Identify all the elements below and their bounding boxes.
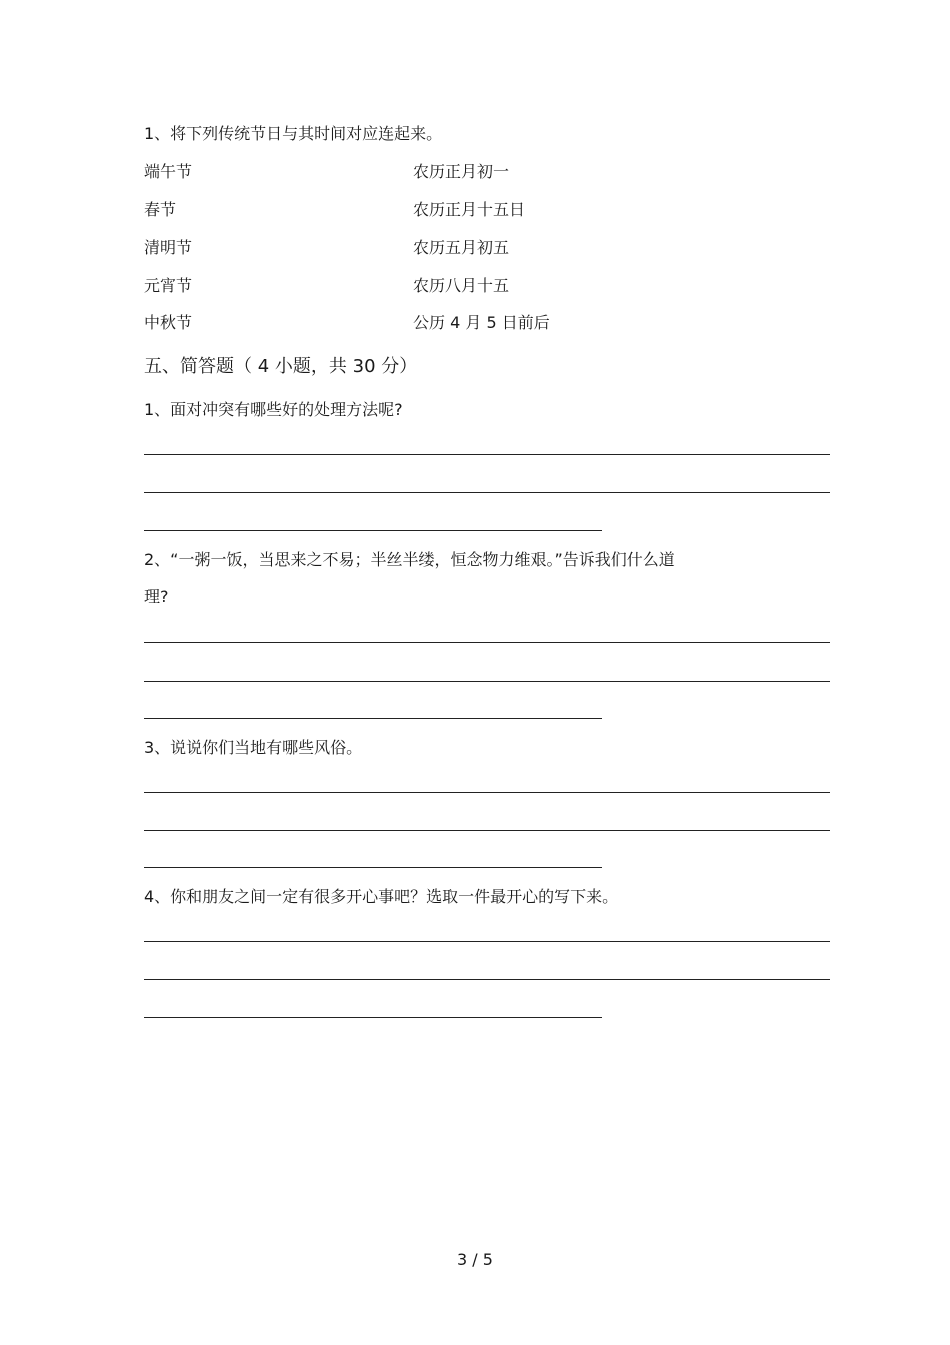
question-4: 4、你和朋友之间一定有很多开心事吧？选取一件最开心的写下来。 bbox=[144, 887, 619, 906]
question-2: 2、“一粥一饭，当思来之不易；半丝半缕，恒念物力维艰。”告诉我们什么道 bbox=[144, 550, 675, 569]
answer-line[interactable] bbox=[144, 492, 830, 493]
answer-line[interactable] bbox=[144, 681, 830, 682]
answer-line[interactable] bbox=[144, 792, 830, 793]
question-2-continued: 理? bbox=[144, 587, 169, 606]
festival-item: 中秋节 bbox=[144, 313, 193, 332]
q1-prompt: 1、将下列传统节日与其时间对应连起来。 bbox=[144, 124, 443, 143]
festival-item: 元宵节 bbox=[144, 276, 193, 295]
date-item: 农历正月十五日 bbox=[413, 200, 526, 219]
date-item: 公历 4 月 5 日前后 bbox=[413, 313, 550, 332]
date-item: 农历正月初一 bbox=[413, 162, 510, 181]
answer-line[interactable] bbox=[144, 642, 830, 643]
answer-line[interactable] bbox=[144, 718, 602, 719]
answer-line[interactable] bbox=[144, 454, 830, 455]
date-item: 农历五月初五 bbox=[413, 238, 510, 257]
question-1: 1、面对冲突有哪些好的处理方法呢? bbox=[144, 400, 403, 419]
festival-item: 春节 bbox=[144, 200, 177, 219]
festival-item: 端午节 bbox=[144, 162, 193, 181]
question-3: 3、说说你们当地有哪些风俗。 bbox=[144, 738, 363, 757]
date-item: 农历八月十五 bbox=[413, 276, 510, 295]
section-heading: 五、简答题（ 4 小题，共 30 分） bbox=[144, 356, 418, 377]
page-number: 3 / 5 bbox=[457, 1250, 493, 1269]
answer-line[interactable] bbox=[144, 979, 830, 980]
answer-line[interactable] bbox=[144, 867, 602, 868]
answer-line[interactable] bbox=[144, 530, 602, 531]
festival-item: 清明节 bbox=[144, 238, 193, 257]
answer-line[interactable] bbox=[144, 830, 830, 831]
answer-line[interactable] bbox=[144, 1017, 602, 1018]
answer-line[interactable] bbox=[144, 941, 830, 942]
